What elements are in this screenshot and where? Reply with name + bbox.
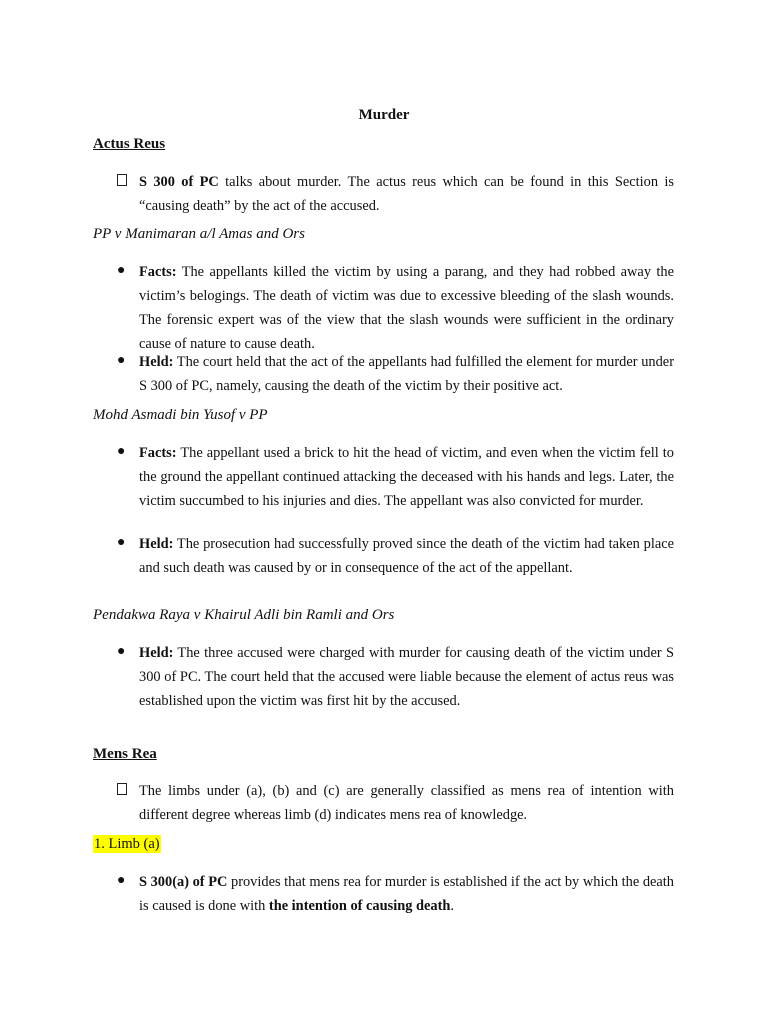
bullet-dot-icon: ● — [117, 644, 126, 659]
held-text: The prosecution had successfully proved since the death of the victim had taken place and such death was caused by or in consequence of the act of the appellant. — [139, 536, 674, 576]
held-label: Held: — [139, 536, 174, 552]
bullet-dot-icon: ● — [117, 263, 126, 278]
mens-rea-intro — [139, 779, 674, 827]
case-1-facts — [139, 260, 674, 356]
case-name-3: Pendakwa Raya v Khairul Adli bin Ramli and Ors — [93, 607, 395, 623]
case-3-held — [139, 641, 674, 713]
actus-reus-intro — [139, 170, 674, 218]
held-label: Held: — [139, 645, 174, 661]
held-label: Held: — [139, 354, 174, 370]
case-name-2: Mohd Asmadi bin Yusof v PP — [93, 407, 268, 423]
case-2-facts — [139, 441, 674, 513]
case-2-held — [139, 532, 674, 580]
square-bullet-icon — [117, 783, 127, 795]
limb-a-label: 1. Limb (a) — [94, 836, 160, 852]
held-text: The court held that the act of the appellants had fulfilled the element for murder under S 300 of PC, namely, causing the death of the victim by their positive act. — [139, 354, 674, 394]
intention-phrase: the intention of causing death — [268, 898, 451, 914]
intro-text: talks about murder. The actus reus which can be found in this Section is “causing death” by the act of the accused. — [139, 174, 674, 214]
facts-label: Facts: — [139, 445, 177, 461]
facts-text: The appellants killed the victim by using a parang, and they had robbed away the victim’s belogings. The death of victim was due to excessive bleeding of the slash wounds. The forensic expert was of the view that the slash wounds were sufficient in the ordinary cause of nature to cause death. — [139, 264, 674, 352]
facts-text: The appellant used a brick to hit the head of victim, and even when the victim fell to the ground the appellant continued attacking the deceased with his hands and legs. Later, the victim succumbed to his injuries and dies. The appellant was also convicted for murder. — [139, 445, 674, 509]
bullet-dot-icon: ● — [117, 353, 126, 368]
limb-a-text-1: provides that mens rea for murder is established if the act by which the death is caused is done with — [139, 874, 674, 914]
case-1-held — [139, 350, 674, 398]
page-title: Murder — [358, 107, 410, 123]
section-ref: S 300 of PC — [139, 174, 219, 190]
facts-label: Facts: — [139, 264, 177, 280]
mens-rea-heading: Mens Rea — [93, 746, 157, 762]
case-name-1: PP v Manimaran a/l Amas and Ors — [93, 226, 305, 242]
intro-text: The limbs under (a), (b) and (c) are generally classified as mens rea of intention with different degree whereas limb (d) indicates mens rea of knowledge. — [139, 783, 674, 823]
square-bullet-icon — [117, 174, 127, 186]
held-text: The three accused were charged with murder for causing death of the victim under S 300 of PC. The court held that the accused were liable because the element of actus reus was established upon the victim was first hit by the accused. — [139, 645, 674, 709]
bullet-dot-icon: ● — [117, 535, 126, 550]
limb-a-text — [139, 870, 674, 918]
section-ref: S 300(a) of PC — [139, 874, 228, 890]
bullet-dot-icon: ● — [117, 444, 126, 459]
bullet-dot-icon: ● — [117, 873, 126, 888]
limb-a-text-2: . — [450, 898, 455, 914]
actus-reus-heading: Actus Reus — [93, 136, 166, 152]
